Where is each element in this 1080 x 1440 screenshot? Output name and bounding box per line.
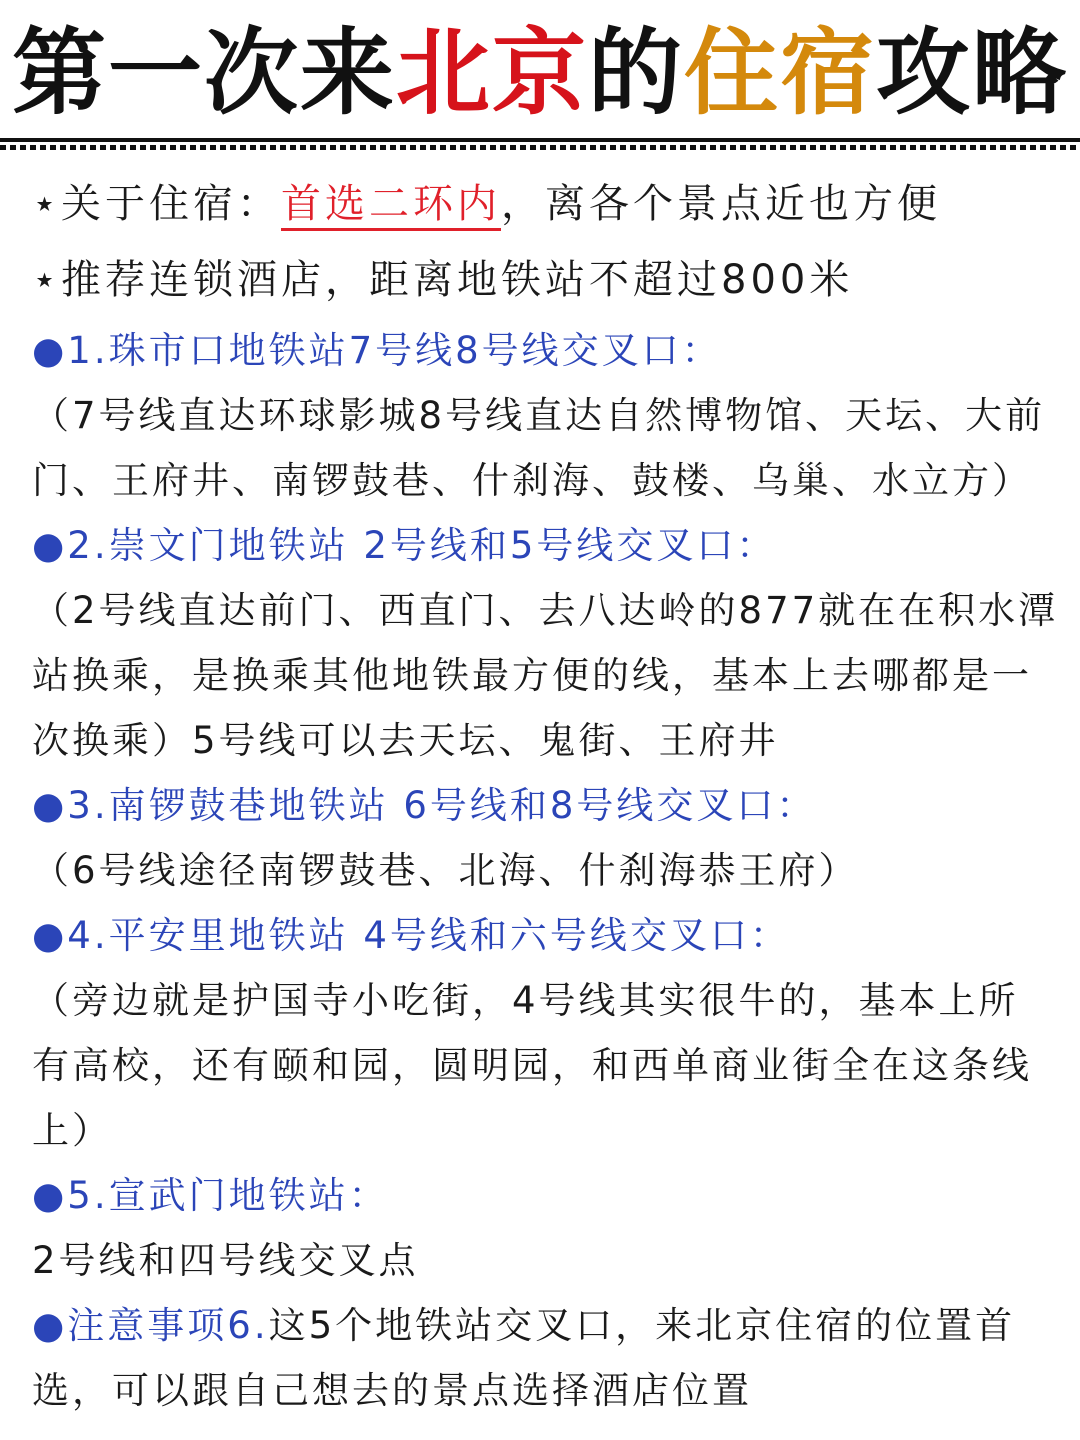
station-desc-line: 门、王府井、南锣鼓巷、什刹海、鼓楼、乌巢、水立方） xyxy=(32,459,1032,502)
station-desc-line: 上） xyxy=(32,1109,112,1152)
station-desc-line: （旁边就是护国寺小吃街，4号线其实很牛的，基本上所 xyxy=(32,979,1019,1022)
note-label: ●注意事项6. xyxy=(32,1304,269,1347)
intro-line-1 xyxy=(32,166,1048,242)
station-1 xyxy=(32,318,1048,513)
station-desc-line: （7号线直达环球影城8号线直达自然博物馆、天坛、大前 xyxy=(32,394,1046,437)
title-divider xyxy=(0,138,1080,154)
station-5 xyxy=(32,1163,1048,1293)
note-section xyxy=(32,1293,1048,1423)
divider-dashed-line xyxy=(0,145,1080,150)
station-4 xyxy=(32,903,1048,1163)
intro-line-2: ⋆推荐连锁酒店，距离地铁站不超过800米 xyxy=(32,257,854,303)
note-text-1: 这5个地铁站交叉口，来北京住宿的位置首 xyxy=(268,1304,1016,1347)
station-heading: ●3.南锣鼓巷地铁站 6号线和8号线交叉口： xyxy=(32,784,817,827)
station-3 xyxy=(32,773,1048,903)
title-part-lodging: 住宿 xyxy=(684,19,877,128)
station-desc-line: 站换乘，是换乘其他地铁最方便的线，基本上去哪都是一 xyxy=(32,654,1032,697)
title-part-3: 的 xyxy=(587,19,684,128)
title-part-1: 第一次来 xyxy=(11,19,396,128)
title-part-5: 攻略 xyxy=(876,19,1069,128)
note-line-2: 选，可以跟自己想去的景点选择酒店位置 xyxy=(32,1369,752,1412)
station-heading: ●4.平安里地铁站 4号线和六号线交叉口： xyxy=(32,914,790,957)
station-desc-line: 次换乘）5号线可以去天坛、鬼街、王府井 xyxy=(32,719,779,762)
station-desc-line: 2号线和四号线交叉点 xyxy=(32,1239,419,1282)
intro-line-1-suffix: ，离各个景点近也方便 xyxy=(501,181,942,227)
intro-highlight: 首选二环内 xyxy=(281,181,501,231)
station-heading: ●1.珠市口地铁站7号线8号线交叉口： xyxy=(32,329,722,372)
station-2 xyxy=(32,513,1059,773)
station-heading: ●2.崇文门地铁站 2号线和5号线交叉口： xyxy=(32,524,777,567)
station-desc-line: （6号线途径南锣鼓巷、北海、什刹海恭王府） xyxy=(32,849,859,892)
page-title xyxy=(0,18,1080,130)
divider-solid-line xyxy=(0,138,1080,142)
intro-line-1-prefix: ⋆关于住宿： xyxy=(32,181,282,227)
title-part-beijing: 北京 xyxy=(395,19,588,128)
station-desc-line: （2号线直达前门、西直门、去八达岭的877就在在积水潭 xyxy=(32,589,1059,632)
station-desc-line: 有高校，还有颐和园，圆明园，和西单商业街全在这条线 xyxy=(32,1044,1032,1087)
article-body xyxy=(32,166,1059,1423)
station-heading: ●5.宣武门地铁站： xyxy=(32,1174,389,1217)
note-line-1 xyxy=(32,1293,1048,1358)
